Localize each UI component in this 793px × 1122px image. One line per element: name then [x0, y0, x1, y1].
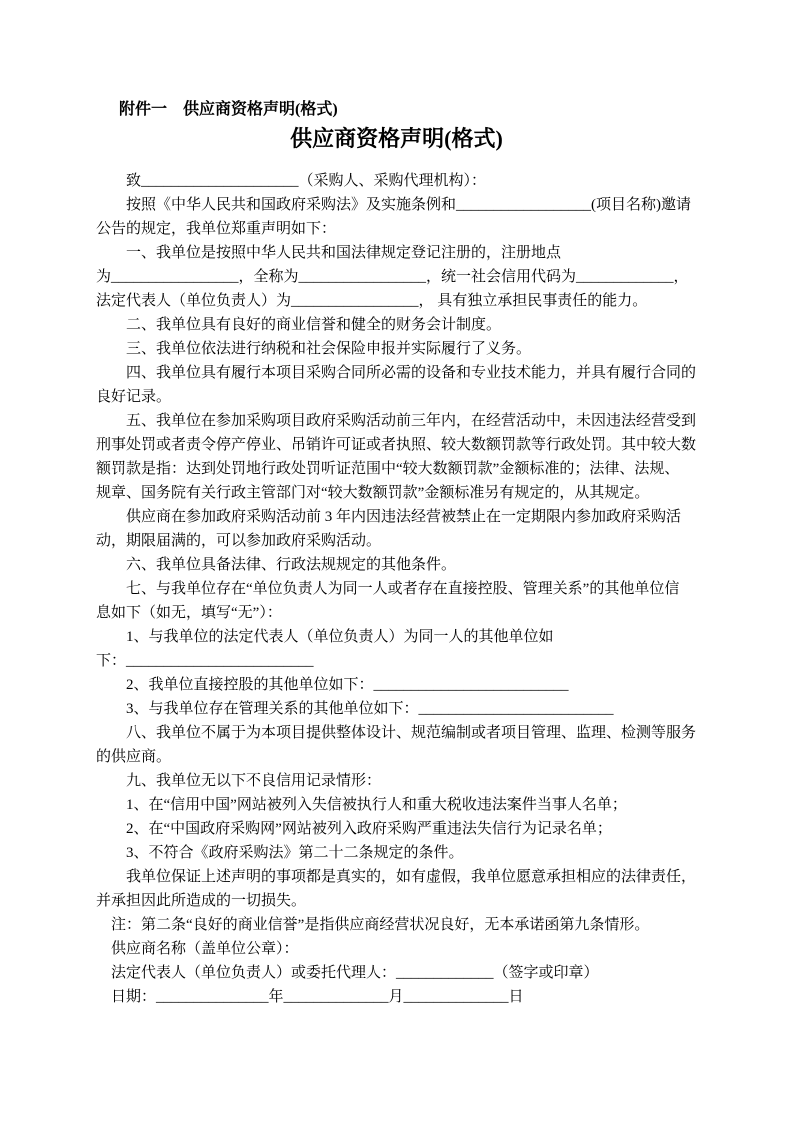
- doc-line: 2、在“中国政府采购网”网站被列入政府采购严重违法失信行为记录名单；: [126, 821, 612, 837]
- doc-line: 致_____________________（采购人、采购代理机构）：: [126, 173, 487, 189]
- doc-line: 七、与我单位存在“单位负责人为同一人或者存在直接控股、管理关系”的其他单位信: [126, 581, 680, 597]
- doc-line: 六、我单位具备法律、行政法规规定的其他条件。: [126, 557, 457, 573]
- doc-line: 注：第二条“良好的商业信誉”是指供应商经营状况良好，无本承诺函第九条情形。: [111, 917, 650, 933]
- doc-line: 一、我单位是按照中华人民共和国法律规定登记注册的，注册地点: [126, 245, 562, 261]
- doc-line: 下：_________________________: [96, 653, 314, 669]
- doc-line: 九、我单位无以下不良信用记录情形：: [126, 773, 382, 789]
- doc-line: 动，期限届满的，可以参加政府采购活动。: [96, 533, 382, 549]
- doc-line: 四、我单位具有履行本项目采购合同所必需的设备和专业技术能力，并具有履行合同的: [126, 365, 697, 381]
- doc-line: 按照《中华人民共和国政府采购法》及实施条例和__________________(项目名称)邀请: [126, 197, 691, 213]
- doc-line: 供应商在参加政府采购活动前 3 年内因违法经营被禁止在一定期限内参加政府采购活: [126, 509, 682, 525]
- doc-line: 二、我单位具有良好的商业信誉和健全的财务会计制度。: [126, 317, 502, 333]
- doc-line: 日期：_______________年______________月______________日: [111, 989, 524, 1005]
- doc-line: 规章、国务院有关行政主管部门对“较大数额罚款”金额标准另有规定的，从其规定。: [96, 485, 650, 501]
- doc-line: 3、与我单位存在管理关系的其他单位如下：__________________________: [126, 701, 614, 717]
- doc-line: 息如下（如无，填写“无”）：: [96, 605, 282, 621]
- doc-line: 为_________________，全称为_________________，统一社会信用代码为_____________，: [96, 269, 689, 285]
- doc-line: 1、在“信用中国”网站被列入失信被执行人和重大税收违法案件当事人名单；: [126, 797, 627, 813]
- doc-line: 的供应商。: [96, 749, 172, 765]
- doc-line: 法定代表人（单位负责人）为_________________， 具有独立承担民事责任的能力。: [96, 293, 648, 309]
- attachment-heading: 附件一 供应商资格声明(格式): [119, 101, 338, 118]
- doc-line: 2、我单位直接控股的其他单位如下：__________________________: [126, 677, 569, 693]
- doc-line: 刑事处罚或者责令停产停业、吊销许可证或者执照、较大数额罚款等行政处罚。其中较大数: [96, 437, 697, 453]
- doc-line: 我单位保证上述声明的事项都是真实的，如有虚假，我单位愿意承担相应的法律责任，: [126, 869, 697, 885]
- doc-line: 1、与我单位的法定代表人（单位负责人）为同一人的其他单位如: [126, 629, 554, 645]
- document-body: [96, 169, 716, 1009]
- doc-line: 五、我单位在参加采购项目政府采购活动前三年内，在经营活动中，未因违法经营受到: [126, 413, 697, 429]
- doc-line: 八、我单位不属于为本项目提供整体设计、规范编制或者项目管理、监理、检测等服务: [126, 725, 697, 741]
- document-title: 供应商资格声明(格式): [290, 126, 503, 151]
- doc-line: 3、不符合《政府采购法》第二十二条规定的条件。: [126, 845, 464, 861]
- doc-line: 良好记录。: [96, 389, 172, 405]
- doc-line: 供应商名称（盖单位公章）：: [111, 941, 299, 957]
- doc-line: 三、我单位依法进行纳税和社会保险申报并实际履行了义务。: [126, 341, 532, 357]
- doc-line: 法定代表人（单位负责人）或委托代理人：_____________（签字或印章）: [111, 965, 599, 981]
- doc-line: 公告的规定，我单位郑重声明如下：: [96, 221, 337, 237]
- doc-line: 并承担因此所造成的一切损失。: [96, 893, 307, 909]
- doc-line: 额罚款是指：达到处罚地行政处罚听证范围中“较大数额罚款”金额标准的；法律、法规、: [96, 461, 680, 477]
